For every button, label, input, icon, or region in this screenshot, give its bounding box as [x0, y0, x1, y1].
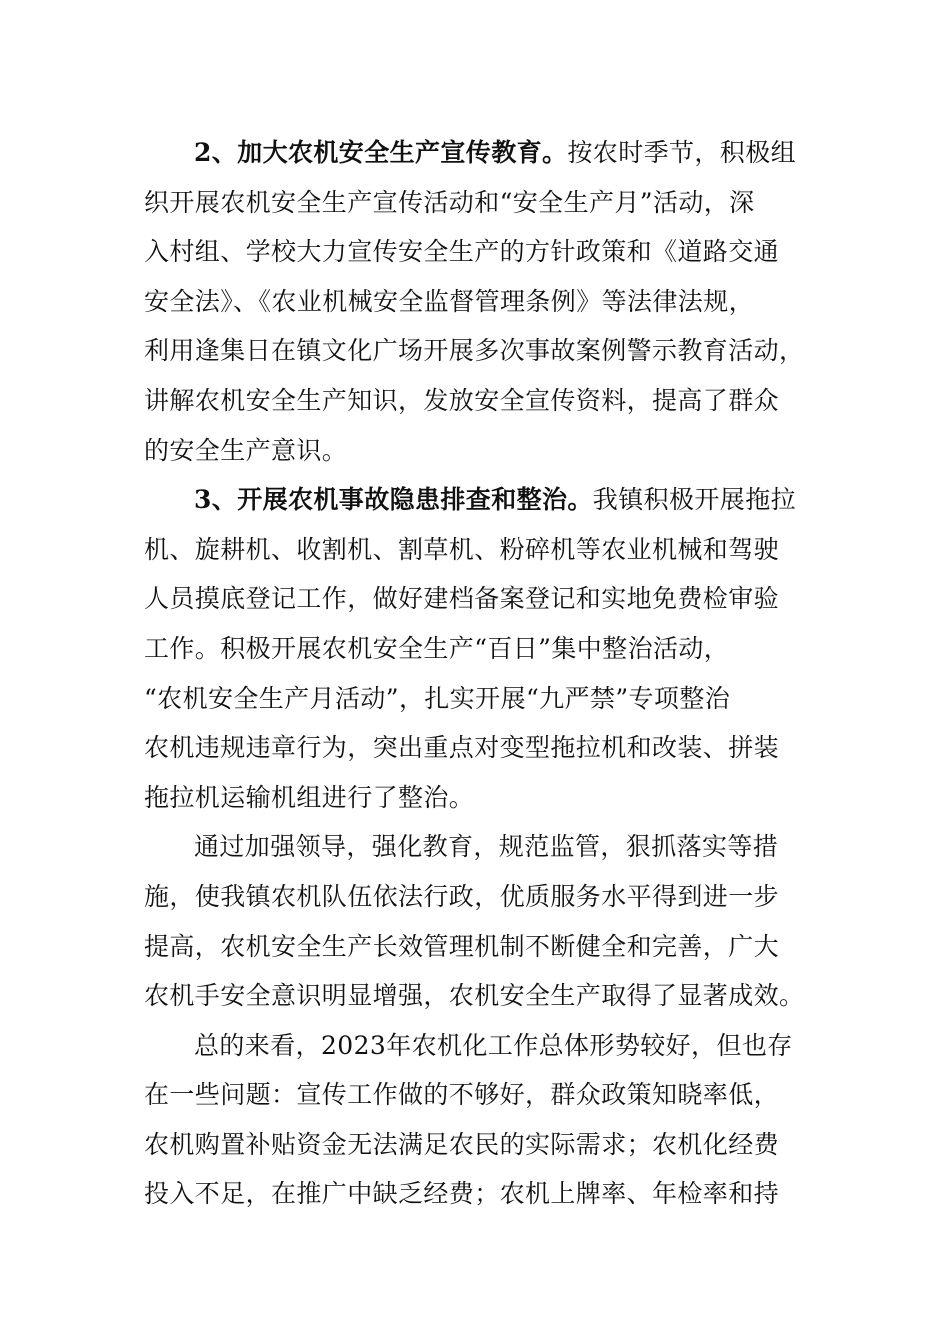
text-line: 农机手安全意识明显增强，农机安全生产取得了显著成效。 — [144, 981, 805, 1011]
text-line: 拖拉机运输机组进行了整治。 — [144, 782, 475, 812]
text-line: 投入不足，在推广中缺乏经费；农机上牌率、年检率和持 — [144, 1179, 780, 1209]
paragraph-first-line — [144, 475, 814, 525]
paragraph-first-line — [144, 128, 814, 178]
text-line: 农机违规违章行为，突出重点对变型拖拉机和改装、拼装 — [144, 733, 780, 763]
text-line: 工作。积极开展农机安全生产“百日”集中整治活动， — [144, 633, 730, 663]
document-body — [144, 128, 814, 1219]
text-line: 织开展农机安全生产宣传活动和“安全生产月”活动，深 — [144, 187, 755, 217]
text-line: 通过加强领导，强化教育，规范监管，狠抓落实等措 — [194, 832, 779, 862]
text-line: 按农时季节，积极组 — [567, 138, 797, 167]
text-line: “农机安全生产月活动”，扎实开展“九严禁”专项整治 — [144, 683, 731, 713]
paragraph-hazard-inspection — [144, 475, 814, 822]
text-line: 农机购置补贴资金无法满足农民的实际需求；农机化经费 — [144, 1129, 780, 1159]
paragraph-problems — [144, 1021, 814, 1219]
text-line: 总的来看，2023年农机化工作总体形势较好，但也存 — [194, 1030, 793, 1060]
text-line: 利用逢集日在镇文化广场开展多次事故案例警示教育活动， — [144, 336, 805, 366]
text-line: 安全法》、《农业机械安全监督管理条例》等法律法规， — [144, 286, 755, 316]
text-line: 的安全生产意识。 — [144, 435, 348, 465]
text-line: 机、旋耕机、收割机、割草机、粉碎机等农业机械和驾驶 — [144, 534, 780, 564]
paragraph-publicity-education — [144, 128, 814, 475]
text-line: 讲解农机安全生产知识，发放安全宣传资料，提高了群众 — [144, 385, 780, 415]
text-line: 人员摸底登记工作，做好建档备案登记和实地免费检审验 — [144, 584, 780, 614]
text-line: 提高，农机安全生产长效管理机制不断健全和完善，广大 — [144, 931, 780, 961]
section-heading: 2、加大农机安全生产宣传教育。 — [194, 138, 568, 167]
paragraph-results — [144, 822, 814, 1020]
text-line: 施，使我镇农机队伍依法行政，优质服务水平得到进一步 — [144, 881, 780, 911]
section-heading: 3、开展农机事故隐患排查和整治。 — [194, 485, 593, 515]
text-line: 入村组、学校大力宣传安全生产的方针政策和《道路交通 — [144, 237, 780, 267]
text-line: 我镇积极开展拖拉 — [592, 485, 796, 515]
text-line: 在一些问题：宣传工作做的不够好，群众政策知晓率低， — [144, 1080, 780, 1110]
